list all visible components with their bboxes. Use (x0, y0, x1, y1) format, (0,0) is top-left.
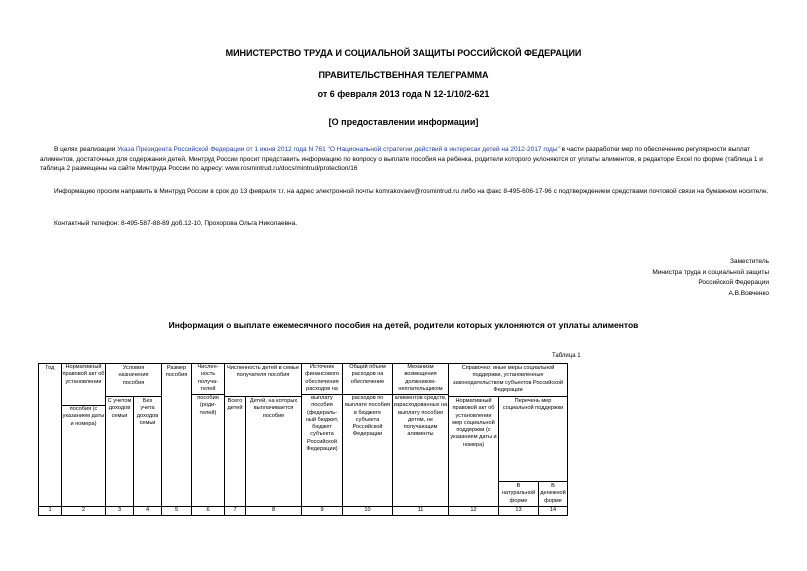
col-recipients (192, 364, 225, 507)
col-funding-source-bottom: выплату пособия (федераль-ный бюджет, бюджет субъекта Российской Федерации) (302, 394, 342, 453)
col-total-expenses-top: Общий объем расходов на обеспечение (349, 364, 386, 385)
col-number: 2 (62, 507, 106, 516)
paragraph-2 (40, 187, 780, 197)
table-header-row-1 (39, 364, 568, 397)
payments-table (38, 363, 568, 516)
col-number: 4 (134, 507, 162, 516)
col-group-conditions: Условия назначения пособия (106, 364, 162, 397)
table-label: Таблица 1 (552, 353, 581, 359)
signature-block (652, 257, 769, 299)
col-reimbursement-top: Механизм возмещения должником-неплательщиком (398, 364, 443, 392)
col-total-children: Всего детей (225, 397, 246, 507)
col-without-income: Без учета доходов семьи (134, 397, 162, 507)
col-total-expenses (343, 364, 393, 507)
col-number: 13 (499, 507, 539, 516)
col-benefit-size: Размер пособия (162, 364, 192, 507)
col-normative-act-top: Нормативный правовой акт об установлении (62, 364, 105, 385)
col-group-other-measures: Справочно: иные меры социальной поддержки, установленные законодательством субъектов Российской Федерации (449, 364, 568, 397)
col-group-measures-list: Перечень мер социальной поддержки (499, 397, 568, 482)
col-funding-source-top: Источник финансового обеспечения расходов на (304, 364, 340, 392)
signature-position: Заместитель (730, 258, 769, 265)
col-year: Год (39, 364, 62, 507)
table-number-row (39, 507, 568, 516)
col-other-normative-act: Нормативный правовой акт об установлении мер социальной поддержки (с указанием даты и номера) (449, 397, 499, 507)
col-number: 7 (225, 507, 246, 516)
col-funding-source (302, 364, 343, 507)
decree-link[interactable]: Указа Президента Российской Федерации от 1 июня 2012 года N 761 "О Национальной стратегии действий в интересах детей на 2012-2017 годы" (117, 146, 560, 153)
col-number: 8 (246, 507, 302, 516)
col-number: 14 (539, 507, 568, 516)
col-children-paid: Детей, на которых выплачивается пособие (246, 397, 302, 507)
col-number: 12 (449, 507, 499, 516)
paragraph-1-rest: в части разработки мер по обеспечению регулярности выплат алиментов, достаточных для содержания детей, Минтруд России просит представить информацию по вопросу о выплате пособия на ребенка, родители которого уклоняются от уплаты алиментов, в редакторе Excel по форме (таблица 1 и таблица 2 размещены на сайте Минтруда России по адресу: www.rosmintrud.ru/docs/mintrud/protection/16 (40, 146, 763, 172)
col-recipients-top: Числен-ность получа-телей (197, 364, 219, 392)
col-number: 9 (302, 507, 343, 516)
paragraph-1-intro: В целях реализации (54, 146, 118, 153)
col-number: 1 (39, 507, 62, 516)
col-number: 5 (162, 507, 192, 516)
paragraph-2-text: Информацию просим направить в Минтруд России в срок до 13 февраля т.г. на адрес электронной почты komrakovaev@rosmintrud.ru либо на факс 8-495-606-17-96 с подтверждением средствами почтовой связи на бумажном носителе. (54, 188, 769, 195)
col-number: 6 (192, 507, 225, 516)
paragraph-1 (40, 145, 780, 174)
paragraph-3 (40, 219, 780, 229)
signature-ministry: Министра труда и социальной защиты (652, 268, 769, 276)
col-in-cash: В денежной форме (539, 482, 568, 507)
signature-country: Российской Федерации (698, 279, 769, 286)
col-recipients-bottom: пособия (роди-телей) (192, 394, 224, 417)
col-reimbursement-bottom: алиментов средств, израсходованных на выплату пособия детям, не получающим алименты (393, 395, 448, 438)
document-type: ПРАВИТЕЛЬСТВЕННАЯ ТЕЛЕГРАММА (318, 70, 489, 80)
col-reimbursement (393, 364, 449, 507)
document-subject: [О предоставлении информации] (328, 117, 479, 127)
contact-phone-text: Контактный телефон: 8-495-587-88-89 доб.12-10, Прохорова Ольга Николаевна. (54, 220, 298, 227)
col-normative-act (62, 364, 106, 507)
col-total-expenses-bottom: расходов по выплате пособия в бюджете субъекта Российской Федерации (343, 394, 392, 439)
col-number: 11 (393, 507, 449, 516)
col-with-income: С учетом доходов семьи (106, 397, 134, 507)
table-title: Информация о выплате ежемесячного пособия на детей, родители которых уклоняются от уплаты алиментов (168, 320, 639, 330)
ministry-heading: МИНИСТЕРСТВО ТРУДА И СОЦИАЛЬНОЙ ЗАЩИТЫ РОССИЙСКОЙ ФЕДЕРАЦИИ (225, 48, 582, 58)
col-group-children: Численность детей в семье получателя пособия (225, 364, 302, 397)
signature-name: А.В.Вовченко (728, 289, 769, 297)
col-in-kind: В натуральной форме (499, 482, 539, 507)
document-date-number: от 6 февраля 2013 года N 12-1/10/2-621 (317, 89, 490, 99)
col-number: 3 (106, 507, 134, 516)
col-normative-act-bottom: пособия (с указанием даты и номера) (62, 406, 105, 427)
col-number: 10 (343, 507, 393, 516)
